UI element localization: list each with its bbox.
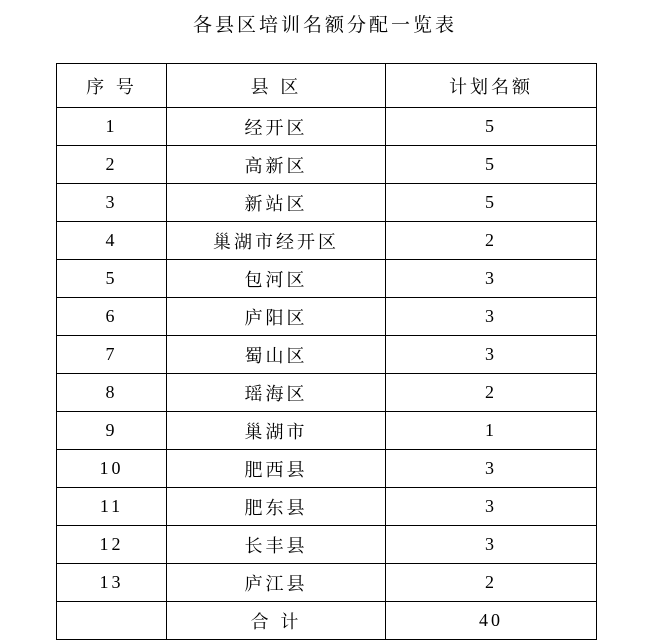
table-row (57, 184, 597, 222)
quota-cell: 3 (386, 260, 597, 298)
total-label: 合 计 (167, 602, 386, 640)
total-row (57, 602, 597, 640)
district-cell: 巢湖市经开区 (167, 222, 386, 260)
district-cell: 包河区 (167, 260, 386, 298)
serial-cell: 6 (57, 298, 167, 336)
quota-cell: 3 (386, 488, 597, 526)
table-row (57, 108, 597, 146)
serial-cell: 1 (57, 108, 167, 146)
table-row (57, 260, 597, 298)
quota-cell: 3 (386, 298, 597, 336)
district-cell: 瑶海区 (167, 374, 386, 412)
serial-cell: 3 (57, 184, 167, 222)
serial-cell: 8 (57, 374, 167, 412)
district-cell: 肥东县 (167, 488, 386, 526)
quota-cell: 5 (386, 108, 597, 146)
table-row (57, 450, 597, 488)
quota-cell: 3 (386, 450, 597, 488)
quota-cell: 5 (386, 146, 597, 184)
serial-cell: 7 (57, 336, 167, 374)
serial-cell: 2 (57, 146, 167, 184)
header-quota: 计划名额 (386, 64, 597, 108)
serial-cell: 11 (57, 488, 167, 526)
serial-cell: 5 (57, 260, 167, 298)
header-row (57, 64, 597, 108)
quota-cell: 3 (386, 526, 597, 564)
table-row (57, 222, 597, 260)
table-row (57, 412, 597, 450)
table-row (57, 526, 597, 564)
district-cell: 蜀山区 (167, 336, 386, 374)
serial-cell: 13 (57, 564, 167, 602)
table-row (57, 374, 597, 412)
district-cell: 经开区 (167, 108, 386, 146)
header-serial: 序 号 (57, 64, 167, 108)
table-row (57, 146, 597, 184)
district-cell: 巢湖市 (167, 412, 386, 450)
quota-cell: 2 (386, 222, 597, 260)
serial-cell: 12 (57, 526, 167, 564)
serial-cell: 9 (57, 412, 167, 450)
quota-cell: 5 (386, 184, 597, 222)
quota-cell: 3 (386, 336, 597, 374)
table-row (57, 564, 597, 602)
table-row (57, 488, 597, 526)
total-empty-cell (57, 602, 167, 640)
quota-cell: 2 (386, 374, 597, 412)
serial-cell: 4 (57, 222, 167, 260)
district-cell: 高新区 (167, 146, 386, 184)
district-cell: 肥西县 (167, 450, 386, 488)
quota-cell: 2 (386, 564, 597, 602)
district-cell: 庐江县 (167, 564, 386, 602)
quota-table (56, 63, 597, 640)
table-row (57, 298, 597, 336)
district-cell: 新站区 (167, 184, 386, 222)
quota-cell: 1 (386, 412, 597, 450)
table-row (57, 336, 597, 374)
total-value: 40 (386, 602, 597, 640)
page-title: 各县区培训名额分配一览表 (192, 14, 457, 36)
district-cell: 长丰县 (167, 526, 386, 564)
header-district: 县 区 (167, 64, 386, 108)
district-cell: 庐阳区 (167, 298, 386, 336)
serial-cell: 10 (57, 450, 167, 488)
